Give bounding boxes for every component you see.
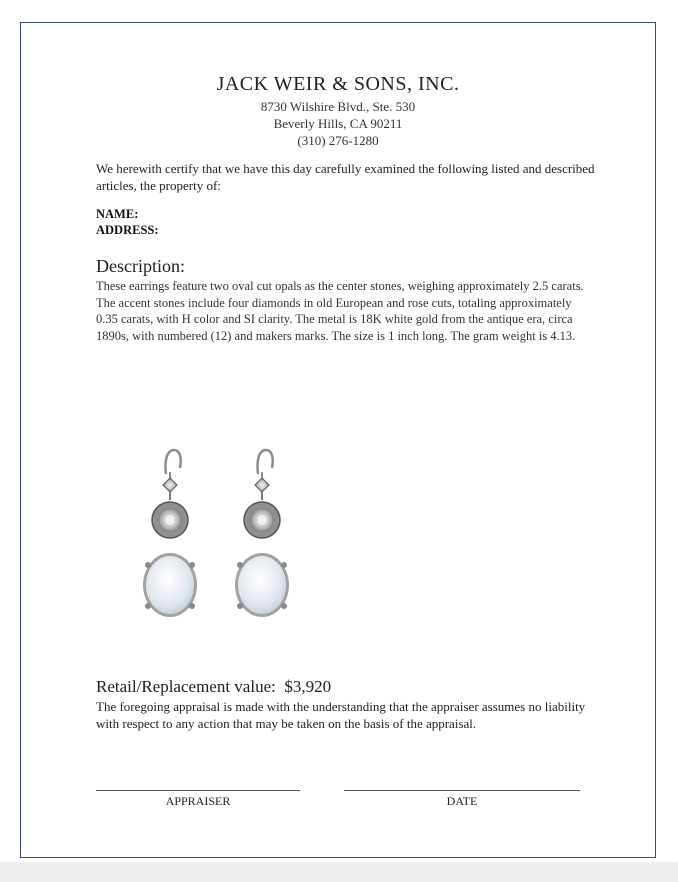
- address-line-1: 8730 Wilshire Blvd., Ste. 530: [260, 99, 416, 114]
- right-earring: [235, 450, 289, 617]
- date-label: DATE: [446, 794, 478, 808]
- certification-statement: We herewith certify that we have this day carefully examined the following listed and described articles, the property of:: [96, 161, 595, 193]
- retail-value: [96, 677, 331, 697]
- earrings-photo: [130, 440, 310, 630]
- address-field-label: ADDRESS:: [96, 223, 159, 237]
- disclaimer-text: The foregoing appraisal is made with the understanding that the appraiser assumes no liability with respect to any action that may be taken on the basis of the appraisal.: [96, 699, 586, 731]
- date-signature-line: [344, 790, 580, 791]
- page-bottom-strip: [0, 862, 678, 882]
- company-name: JACK WEIR & SONS, INC.: [216, 73, 460, 95]
- appraiser-label: APPRAISER: [165, 794, 231, 808]
- left-earring: [143, 450, 197, 617]
- phone-number: (310) 276-1280: [297, 133, 379, 148]
- description-text: These earrings feature two oval cut opals as the center stones, weighing approximately 2.5 carats. The accent stones include four diamonds in old European and rose cuts, totaling approximately 0.35 carats, with H color and SI clarity. The metal is 18K white gold from the antique era, circa 1890s, with numbered (12) and makers marks. The size is 1 inch long. The gram weight is 4.13.: [96, 279, 584, 343]
- retail-value-label: Retail/Replacement value:: [96, 677, 276, 696]
- address-line-2: Beverly Hills, CA 90211: [273, 116, 403, 131]
- name-field-label: NAME:: [96, 207, 139, 221]
- description-heading: Description:: [96, 256, 185, 276]
- retail-value-amount: $3,920: [284, 677, 332, 696]
- letterhead: [20, 72, 656, 149]
- appraiser-signature-line: [96, 790, 300, 791]
